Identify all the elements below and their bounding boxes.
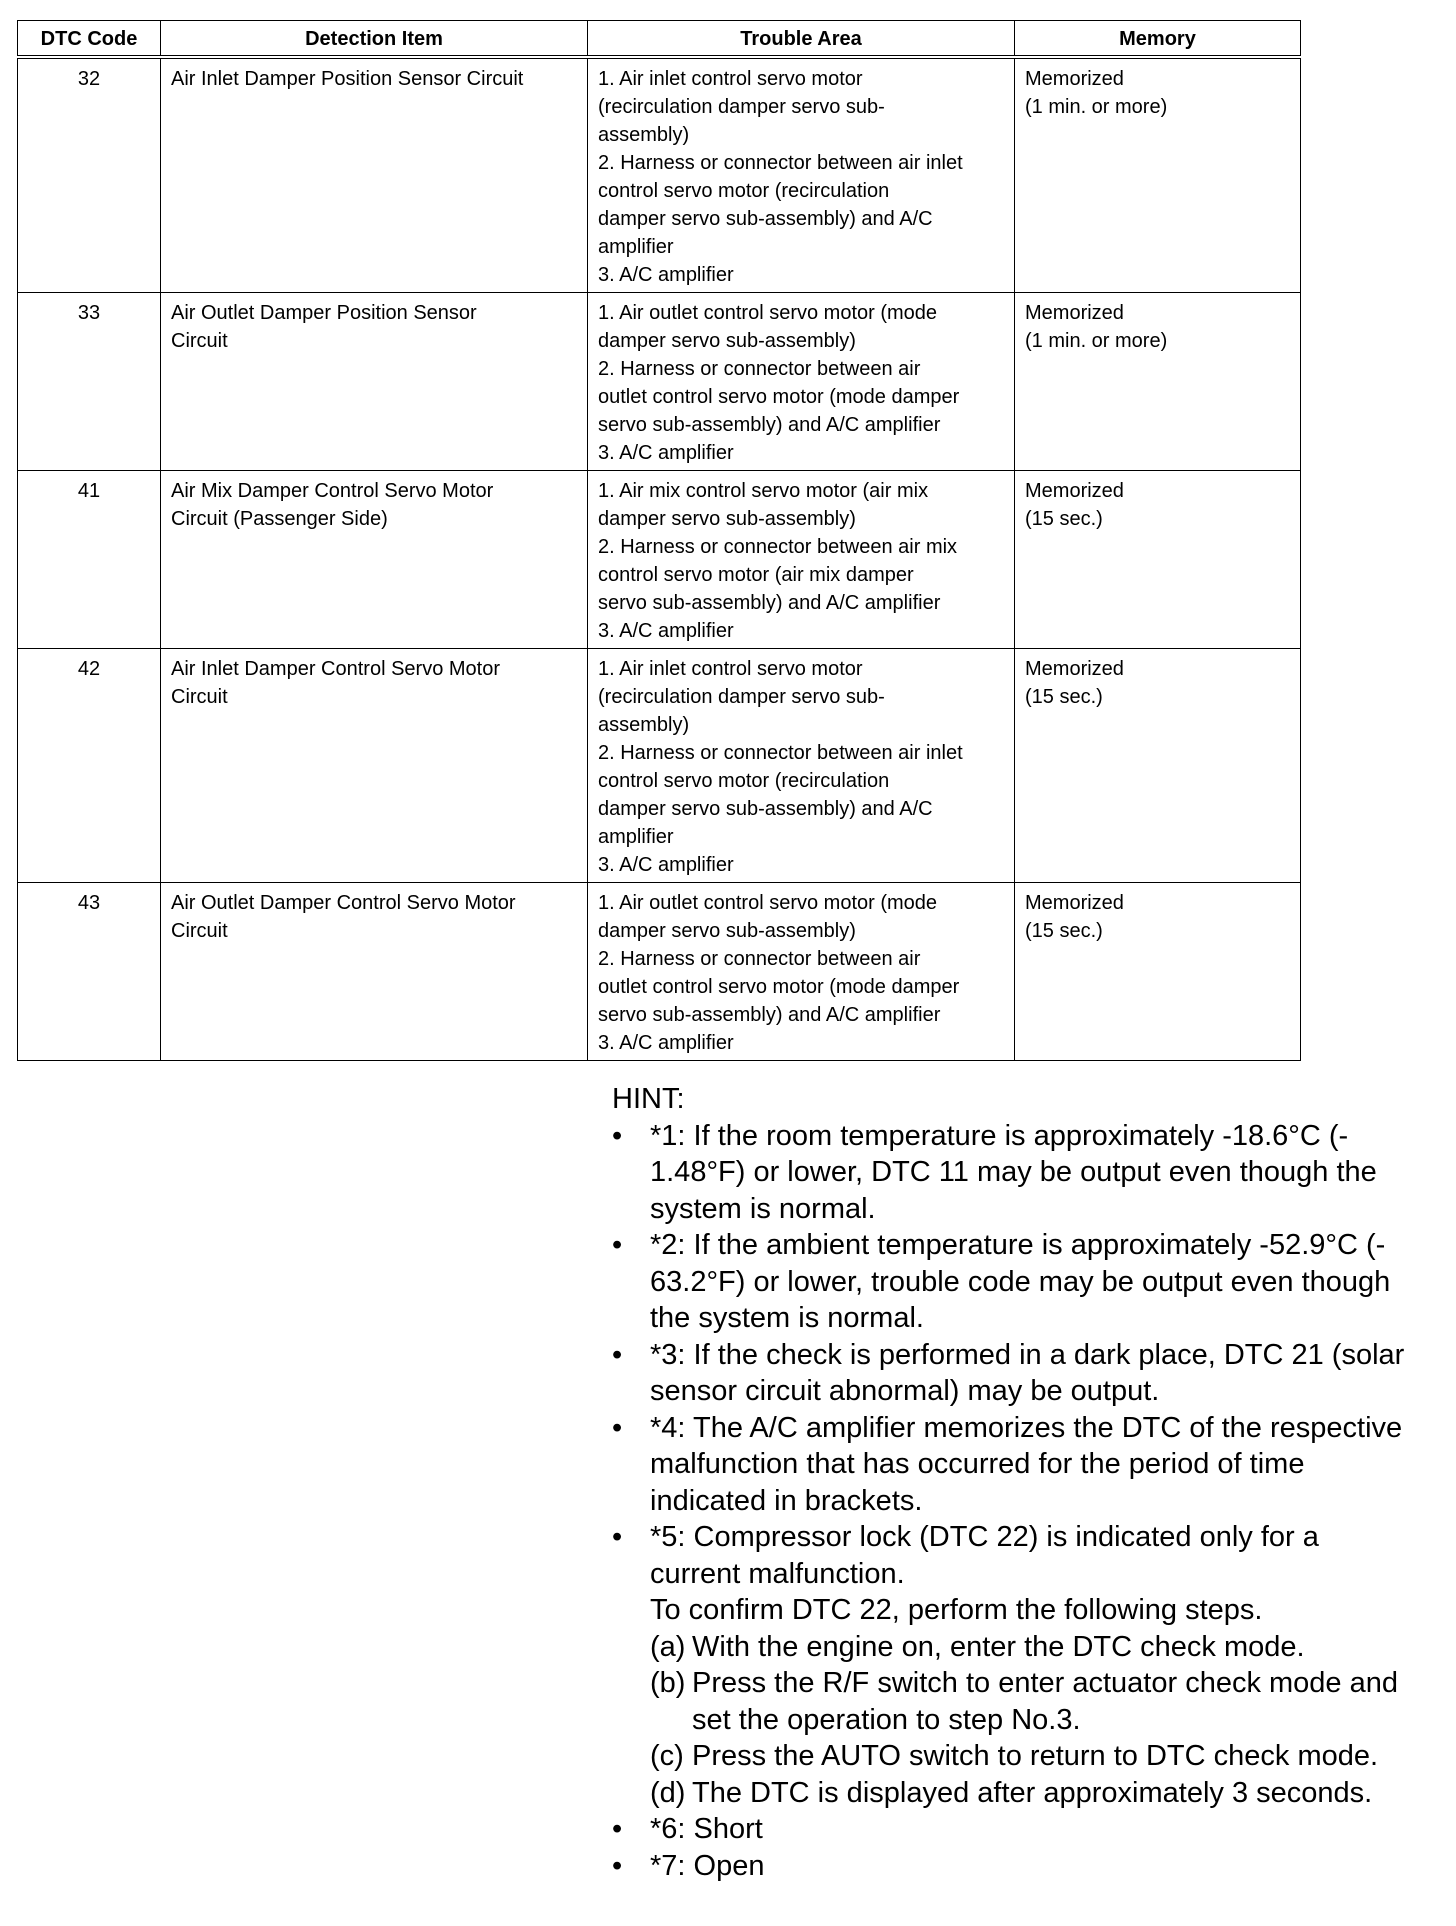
memory-cell [1015, 57, 1301, 293]
hint-step-text: set the operation to step No.3. [692, 1703, 1081, 1736]
hint-item [612, 1811, 1442, 1848]
trouble-area-cell-line: 3. A/C amplifier [598, 1032, 734, 1054]
trouble-area-cell-line: outlet control servo motor (mode damper [598, 386, 960, 408]
hint-section [612, 1081, 1442, 1884]
header-dtc-code: DTC Code [18, 21, 161, 58]
trouble-area-cell-line: damper servo sub-assembly) and A/C [598, 798, 933, 820]
trouble-area-cell-line: 2. Harness or connector between air inlet [598, 152, 963, 174]
dtc-code-cell: 42 [18, 649, 161, 883]
memory-cell-line: Memorized [1025, 658, 1124, 680]
memory-cell-line: Memorized [1025, 302, 1124, 324]
trouble-area-cell-line: damper servo sub-assembly) [598, 508, 856, 530]
hint-step-text: Press the AUTO switch to return to DTC check mode. [692, 1740, 1379, 1772]
trouble-area-cell-line: outlet control servo motor (mode damper [598, 976, 960, 998]
detection-item-cell [161, 883, 588, 1061]
trouble-area-cell [588, 471, 1015, 649]
detection-item-cell [161, 649, 588, 883]
detection-item-cell [161, 293, 588, 471]
hint-text-line: *6: Short [650, 1813, 763, 1845]
table-header-row [18, 21, 1301, 58]
hint-text-line: system is normal. [650, 1192, 876, 1225]
trouble-area-cell-line: servo sub-assembly) and A/C amplifier [598, 1004, 941, 1026]
bullet-icon: • [612, 1849, 623, 1882]
hint-item [612, 1848, 1442, 1885]
bullet-icon: • [612, 1813, 623, 1845]
detection-item-cell-line: Air Mix Damper Control Servo Motor [171, 480, 494, 502]
trouble-area-cell-line: 3. A/C amplifier [598, 264, 734, 286]
trouble-area-cell-line: 1. Air inlet control servo motor [598, 658, 863, 680]
hint-step-text: The DTC is displayed after approximately 3 seconds. [692, 1776, 1373, 1809]
hint-text-line: the system is normal. [650, 1302, 924, 1334]
hint-step-label: (b) [650, 1667, 686, 1699]
hint-item [612, 1410, 1442, 1520]
hint-text-line: malfunction that has occurred for the period of time [650, 1448, 1305, 1480]
header-trouble-area: Trouble Area [588, 21, 1015, 58]
dtc-code-cell: 32 [18, 57, 161, 293]
memory-cell-line: Memorized [1025, 480, 1124, 502]
hint-step-line [650, 1738, 1442, 1775]
trouble-area-cell-line: 1. Air outlet control servo motor (mode [598, 892, 938, 914]
detection-item-cell-line: Air Outlet Damper Control Servo Motor [171, 892, 516, 914]
hint-step-label: (d) [650, 1776, 686, 1809]
trouble-area-cell-line: 1. Air inlet control servo motor [598, 68, 863, 90]
trouble-area-cell-line: 2. Harness or connector between air [598, 358, 921, 380]
bullet-icon: • [612, 1338, 623, 1371]
trouble-area-cell-line: damper servo sub-assembly) and A/C [598, 208, 933, 230]
trouble-area-cell-line: 1. Air mix control servo motor (air mix [598, 480, 929, 502]
hint-item [612, 1337, 1442, 1410]
trouble-area-cell-line: servo sub-assembly) and A/C amplifier [598, 414, 941, 436]
trouble-area-cell-line: servo sub-assembly) and A/C amplifier [598, 592, 941, 614]
memory-cell-line: Memorized [1025, 68, 1124, 90]
detection-item-cell-line: Circuit [171, 330, 228, 352]
hint-text-line: 1.48°F) or lower, DTC 11 may be output even though the [650, 1156, 1377, 1188]
hint-item [612, 1118, 1442, 1228]
hint-text-line: *7: Open [650, 1849, 765, 1882]
trouble-area-cell [588, 649, 1015, 883]
hint-text-line: 63.2°F) or lower, trouble code may be output even though [650, 1265, 1391, 1298]
trouble-area-cell-line: damper servo sub-assembly) [598, 920, 856, 942]
detection-item-cell-line: Circuit [171, 686, 228, 708]
dtc-code-cell: 41 [18, 471, 161, 649]
trouble-area-cell-line: amplifier [598, 236, 674, 258]
trouble-area-cell-line: 2. Harness or connector between air [598, 948, 921, 970]
trouble-area-cell-line: control servo motor (recirculation [598, 770, 890, 792]
hint-list [612, 1118, 1442, 1885]
detection-item-cell-line: Air Outlet Damper Position Sensor [171, 302, 477, 324]
hint-text-line: *3: If the check is performed in a dark place, DTC 21 (solar [650, 1338, 1405, 1371]
table-row [18, 649, 1301, 883]
hint-step-label: (a) [650, 1630, 686, 1663]
detection-item-cell-line: Circuit (Passenger Side) [171, 508, 388, 530]
bullet-icon: • [612, 1229, 623, 1261]
detection-item-cell [161, 471, 588, 649]
memory-cell [1015, 883, 1301, 1061]
table-body [18, 57, 1301, 1061]
trouble-area-cell [588, 883, 1015, 1061]
trouble-area-cell-line: (recirculation damper servo sub- [598, 96, 885, 118]
hint-item [612, 1519, 1442, 1811]
trouble-area-cell [588, 57, 1015, 293]
trouble-area-cell-line: 2. Harness or connector between air inlet [598, 742, 963, 764]
memory-cell-line: Memorized [1025, 892, 1124, 914]
header-memory: Memory [1015, 21, 1301, 58]
memory-cell-line: (1 min. or more) [1025, 96, 1168, 118]
trouble-area-cell-line: (recirculation damper servo sub- [598, 686, 885, 708]
detection-item-cell-line: Air Inlet Damper Position Sensor Circuit [171, 68, 524, 90]
trouble-area-cell-line: assembly) [598, 124, 690, 146]
bullet-icon: • [612, 1411, 623, 1444]
trouble-area-cell-line: assembly) [598, 714, 690, 736]
hint-step-text: With the engine on, enter the DTC check mode. [692, 1630, 1305, 1663]
memory-cell [1015, 293, 1301, 471]
hint-text-line: To confirm DTC 22, perform the following steps. [650, 1594, 1263, 1626]
table-row [18, 883, 1301, 1061]
hint-step-line [650, 1629, 1442, 1666]
trouble-area-cell-line: 3. A/C amplifier [598, 854, 734, 876]
memory-cell-line: (1 min. or more) [1025, 330, 1168, 352]
hint-item [612, 1227, 1442, 1337]
trouble-area-cell-line: damper servo sub-assembly) [598, 330, 856, 352]
hint-title: HINT: [612, 1083, 685, 1115]
trouble-area-cell-line: 1. Air outlet control servo motor (mode [598, 302, 938, 324]
trouble-area-cell-line: control servo motor (recirculation [598, 180, 890, 202]
hint-step-line [650, 1665, 1442, 1702]
hint-step-text: Press the R/F switch to enter actuator check mode and [692, 1667, 1398, 1699]
table-row [18, 471, 1301, 649]
header-detection-item: Detection Item [161, 21, 588, 58]
hint-step-line [650, 1702, 1442, 1739]
dtc-code-cell: 33 [18, 293, 161, 471]
bullet-icon: • [612, 1521, 623, 1553]
hint-text-line: indicated in brackets. [650, 1484, 923, 1517]
memory-cell-line: (15 sec.) [1025, 686, 1103, 708]
hint-step-label: (c) [650, 1740, 684, 1772]
table-row [18, 57, 1301, 293]
memory-cell-line: (15 sec.) [1025, 508, 1103, 530]
trouble-area-cell-line: 3. A/C amplifier [598, 620, 734, 642]
detection-item-cell-line: Air Inlet Damper Control Servo Motor [171, 658, 501, 680]
hint-step-line [650, 1775, 1442, 1812]
dtc-code-cell: 43 [18, 883, 161, 1061]
detection-item-cell-line: Circuit [171, 920, 228, 942]
trouble-area-cell-line: control servo motor (air mix damper [598, 564, 914, 586]
dtc-table [17, 20, 1301, 1061]
hint-text-line: *4: The A/C amplifier memorizes the DTC of the respective [650, 1411, 1403, 1444]
hint-text-line: *5: Compressor lock (DTC 22) is indicated only for a [650, 1521, 1319, 1553]
memory-cell [1015, 471, 1301, 649]
hint-text-line: *2: If the ambient temperature is approximately -52.9°C (- [650, 1229, 1386, 1261]
table-row [18, 293, 1301, 471]
memory-cell [1015, 649, 1301, 883]
trouble-area-cell-line: 2. Harness or connector between air mix [598, 536, 958, 558]
memory-cell-line: (15 sec.) [1025, 920, 1103, 942]
hint-text-line: *1: If the room temperature is approximately -18.6°C (- [650, 1119, 1349, 1152]
trouble-area-cell-line: amplifier [598, 826, 674, 848]
hint-text-line: sensor circuit abnormal) may be output. [650, 1375, 1160, 1407]
trouble-area-cell-line: 3. A/C amplifier [598, 442, 734, 464]
trouble-area-cell [588, 293, 1015, 471]
hint-text-line: current malfunction. [650, 1557, 905, 1590]
bullet-icon: • [612, 1119, 623, 1152]
detection-item-cell [161, 57, 588, 293]
